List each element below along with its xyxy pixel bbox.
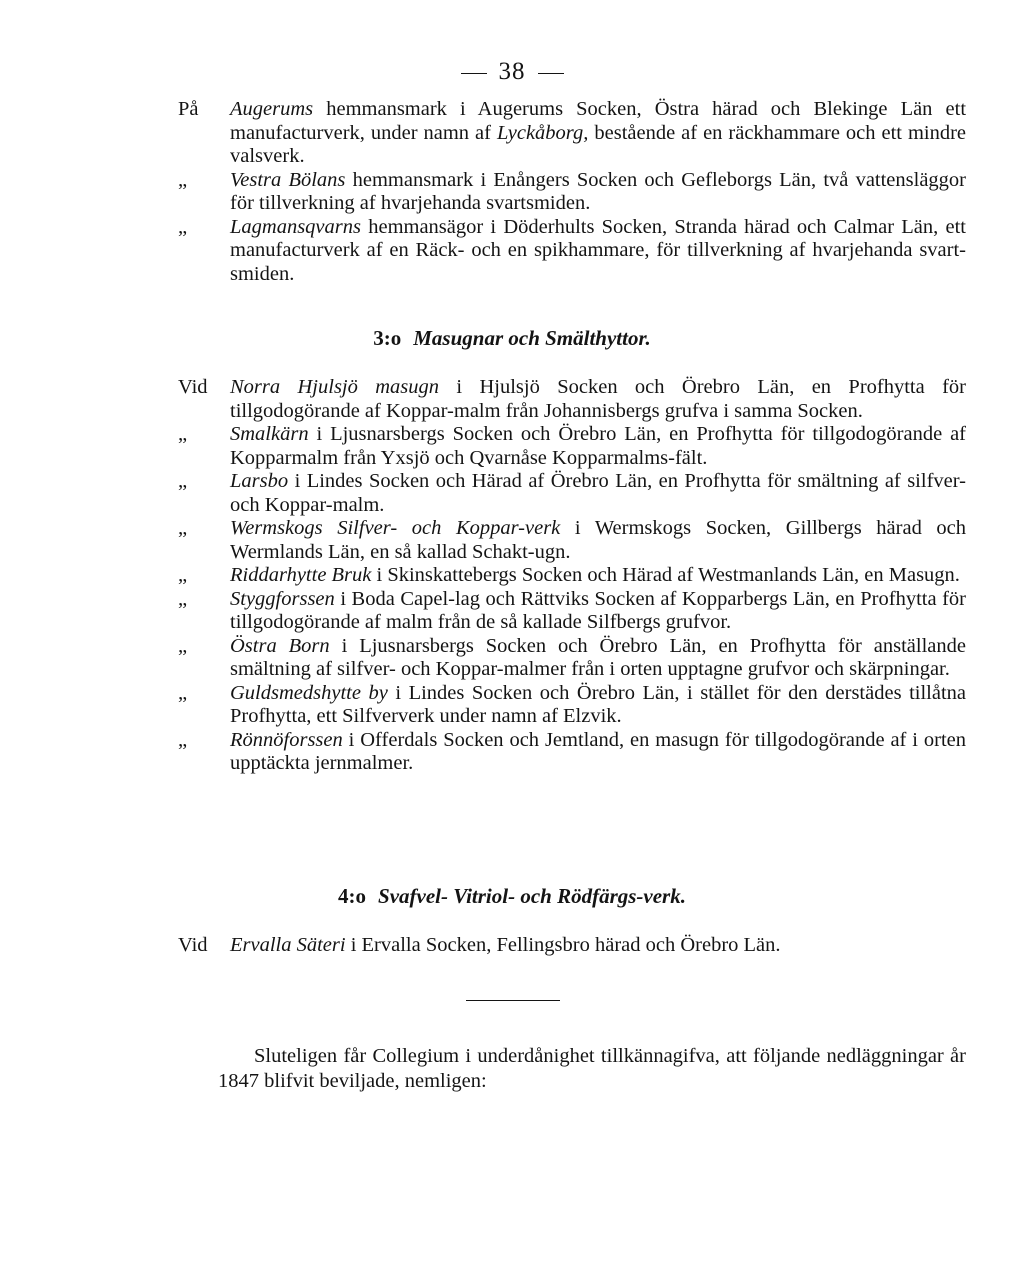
place-name: Guldsmedshytte by (230, 681, 388, 704)
entry-ostra-born: „ Östra Born i Ljusnarsbergs Socken och Örebro Län, en Profhytta för anställande smältning af silfver- och Koppar-malmer från i orten upptagne grufvor och skärpningar. (178, 634, 966, 680)
entry-augerums: På Augerums hemmansmark i Augerums Socken, Östra härad och Blekinge Län ett manufacturverk, under namn af Lyckåborg, bestående af en räckhammare och ett mindre valsverk. (178, 98, 967, 167)
place-name-2: Lyckåborg, (496, 121, 589, 144)
entry-smalkarn: „ Smalkärn i Ljusnarsbergs Socken och Örebro Län, en Profhytta för tillgodogörande af Kopparmalm från Yxsjö och Qvarnåse Kopparmalms-fält. (178, 423, 967, 469)
dash-left (461, 73, 487, 74)
section-continued-entries (178, 98, 966, 286)
entry-riddarhytte: „ Riddarhytte Bruk i Skinskattebergs Socken och Härad af Westmanlands Län, en Masugn. (178, 564, 960, 586)
section-heading-4: 4:o Svafvel- Vitriol- och Rödfärgs-verk. (338, 884, 686, 908)
place-name: Riddarhytte Bruk (230, 564, 372, 586)
place-name: Smalkärn (230, 423, 309, 445)
place-name: Vestra Bölans (230, 168, 346, 191)
entry-styggforssen: „ Styggforssen i Boda Capel-lag och Rättviks Socken af Kopparbergs Län, en Profhytta för tillgodogörande af malm från de så kallade Silfbergs grufvor. (178, 587, 967, 633)
entry-larsbo: „ Larsbo i Lindes Socken och Härad af Örebro Län, en Profhytta för smältning af silfver- och Koppar-malm. (178, 470, 966, 516)
page-number: 38 (0, 58, 1024, 86)
place-name: Larsbo (230, 470, 289, 492)
section-divider (466, 1000, 560, 1001)
closing-paragraph: Sluteligen får Collegium i underdånighet tillkännagifva, att följande nedläggningar år 1847 blifvit beviljade, nemligen: (218, 1045, 966, 1092)
section-4-entries (178, 934, 966, 958)
place-name: Styggforssen (230, 587, 335, 610)
entry-lagmansqvarns: „ Lagmansqvarns hemmansägor i Döderhults Socken, Stranda härad och Calmar Län, ett manufacturverk af en Räck- och en spikhammare, för tillverkning af hvarjehanda svart-smiden. (178, 215, 966, 285)
section-heading-3: 3:o Masugnar och Smälthyttor. (373, 326, 651, 350)
section-3-entries (178, 376, 966, 776)
place-name: Östra Born (230, 634, 330, 657)
entry-ervalla: Vid Ervalla Säteri i Ervalla Socken, Fellingsbro härad och Örebro Län. (178, 934, 781, 956)
dash-right (538, 73, 564, 74)
place-name: Lagmansqvarns (230, 215, 361, 238)
entry-ronnoforssen: „ Rönnöforssen i Offerdals Socken och Jemtland, en masugn för tillgodogörande af i orten upptäckta jernmalmer. (178, 728, 966, 774)
entry-vestra-bolans: „ Vestra Bölans hemmansmark i Enångers Socken och Gefleborgs Län, två vattensläggor för tillverkning af hvarjehanda svartsmiden. (178, 168, 967, 214)
entry-norra-hjulsjo: Vid Norra Hjulsjö masugn i Hjulsjö Socken och Örebro Län, en Profhytta för tillgodogörande af Koppar-malm från Johannisbergs grufva i samma Socken. (178, 376, 966, 422)
place-name: Augerums (230, 98, 314, 120)
place-name: Ervalla Säteri (230, 934, 346, 956)
place-name: Rönnöforssen (230, 728, 343, 751)
place-name: Norra Hjulsjö masugn (230, 376, 440, 398)
entry-wermskogs: „ Wermskogs Silfver- och Koppar-verk i Wermskogs Socken, Gillbergs härad och Wermlands Län, en så kallad Schakt-ugn. (178, 517, 967, 563)
place-name: Wermskogs Silfver- och Koppar-verk (230, 517, 561, 539)
entry-guldsmedshytte: „ Guldsmedshytte by i Lindes Socken och Örebro Län, i stället för den derstädes tillåtna Profhytta, ett Silfververk under namn af Elzvik. (178, 681, 966, 727)
